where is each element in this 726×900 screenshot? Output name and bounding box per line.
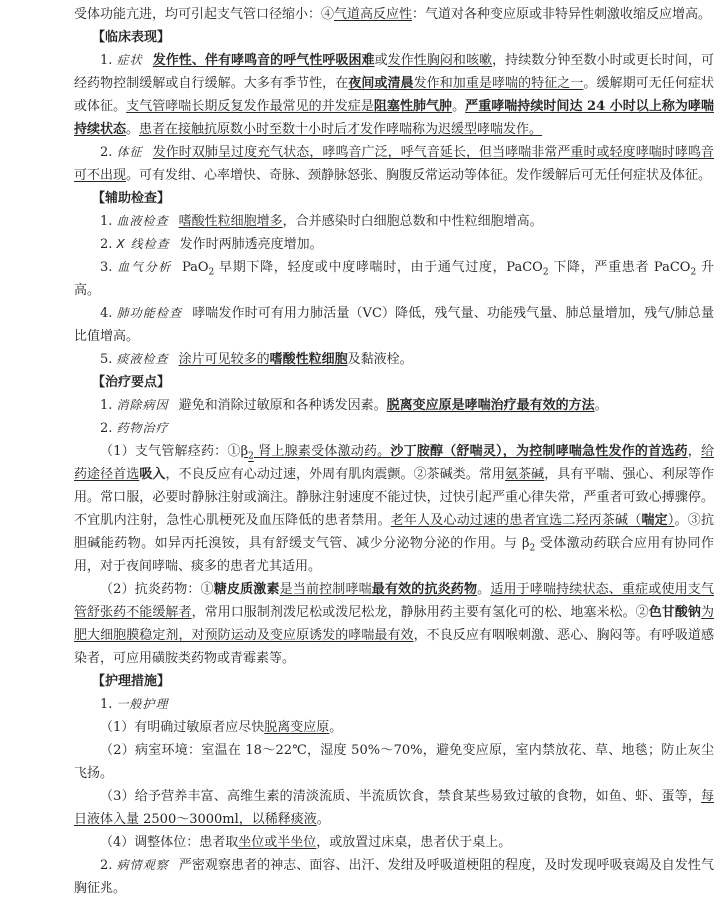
item-label: X 线检查 (116, 237, 170, 251)
item-label: 一般护理 (116, 697, 169, 711)
text: 受体功能亢进，均可引起支气管口径缩小：④ (74, 7, 335, 22)
item-number: 2. (100, 237, 113, 252)
key-term: β (240, 444, 249, 459)
text: 避免和消除过敏原和各种诱发因素。 (178, 398, 387, 413)
key-term: 严重哮喘持续时间达 24 小时以上称为哮喘持续状态 (74, 99, 714, 137)
intro-paragraph (74, 3, 714, 26)
text: 。③抗胆碱能药物。如异丙托溴铵，具有舒缓支气管、减少分泌物分泌的作用。与 β (74, 513, 714, 551)
item-label: 消除病因 (116, 398, 169, 412)
remove-cause-line (74, 394, 714, 417)
item-label: 血液检查 (116, 214, 169, 228)
item-number: 3. (100, 260, 113, 275)
text: 。 (126, 122, 140, 137)
item-label: 体征 (116, 145, 143, 159)
item-label: 药物治疗 (116, 421, 169, 435)
item-label: 病情观察 (116, 858, 169, 872)
text: 受体激动药联合应用有协同作用，对于夜间哮喘、痰多的患者尤其适用。 (74, 536, 714, 574)
key-term: 糖皮质激素 (213, 582, 280, 597)
key-term: 氨茶碱 (505, 467, 545, 482)
key-term: 阻塞性肺气肿 (373, 99, 453, 114)
key-term: 嗜酸性粒细胞增多 (178, 214, 283, 229)
text: 升高。 (74, 260, 714, 298)
sign-paragraph (74, 141, 714, 187)
text: 。 (316, 812, 330, 827)
key-term: 坐位或半坐位 (238, 835, 317, 850)
text: 发作时两肺透亮度增加。 (179, 237, 323, 252)
key-term: 涂片可见较多的 (178, 352, 270, 367)
item-number: 2. (100, 421, 113, 436)
symptom-paragraph (74, 49, 714, 141)
key-term: 发作时双肺呈过度充气状态，哮鸣音广泛，呼气音延长，但当哮喘非常严重时或轻度哮喘时哮鸣音可不出现 (74, 145, 714, 183)
blood-gas-line (74, 256, 714, 302)
item-number: 1. (100, 697, 113, 712)
drug-therapy-line (74, 417, 714, 440)
text: 大多有季节性，在 (243, 76, 349, 91)
key-term: 支气管哮喘长期反复发作最常见的并发症是 (126, 99, 374, 114)
key-term: 发作性、伴有哮鸣音的呼气性呼吸困难 (152, 53, 375, 68)
bronchodilator-paragraph (74, 440, 714, 578)
text: ，具有平喘、强心、利尿等作用。常口服，必要时静脉注射或滴注。静脉注射速度不能过快，过快引起严重心律失常，严重者可致心搏骤停。不宜肌内注射，急性心肌梗死及血压降低的患者禁用。 (74, 467, 714, 528)
key-term: 气道高反应性 (334, 7, 413, 22)
document-page (74, 3, 714, 900)
text: ，持续数分钟至数小时或更长时间，可经药物控制缓解或自行缓解。 (74, 53, 714, 91)
key-term: 发作性胸闷和咳嗽 (387, 53, 493, 68)
text: 及黏液栓。 (347, 352, 413, 367)
item-label: 痰液检查 (116, 352, 169, 366)
key-term: 老年人及心动过速的患者宜选二羟丙茶碱（ (390, 513, 642, 528)
text: ，不良反应有咽喉刺激、恶心、胸闷等。有呼吸道感染者，可应用磺胺类药物或青霉素等。 (74, 628, 714, 666)
item-number: 1. (100, 214, 113, 229)
item-number: 2. (100, 145, 113, 160)
nursing-item-3 (74, 785, 714, 831)
subscript: 2 (690, 267, 697, 278)
text: 或 (374, 53, 388, 68)
text: ，或放置过床桌，患者伏于桌上。 (316, 835, 512, 850)
section-heading-clinical: 【临床表现】 (92, 30, 171, 45)
text: （4）调整体位：患者取 (100, 835, 239, 850)
section-heading-nursing: 【护理措施】 (92, 674, 171, 689)
item-number: 2. (100, 858, 113, 873)
text: ：气道对各种变应原或非特异性刺激收缩反应增高。 (412, 7, 712, 22)
key-term: 色甘酸钠 (648, 605, 701, 620)
text: 。 (452, 99, 466, 114)
key-term: 是当前控制哮喘 (279, 582, 372, 597)
lung-function-line (74, 302, 714, 348)
text: ，不良反应有心动过速，外周有肌肉震颤。②茶碱类。常用 (165, 467, 506, 482)
item-label: 症状 (116, 53, 143, 67)
key-term: 脱离变应原 (264, 720, 330, 735)
key-term: 脱离变应原是哮喘治疗最有效的方法 (386, 398, 595, 413)
key-term: 喘定 (641, 513, 668, 528)
subscript: 2 (208, 267, 215, 278)
key-term: 吸入 (139, 467, 166, 482)
item-label: 肺功能检查 (116, 306, 183, 320)
text: ，合并感染时白细胞总数和中性粒细胞增高。 (282, 214, 543, 229)
text: 哮喘发作时可有用力肺活量（VC）降低，残气量、功能残气量、肺总量增加，残气/肺总量比值增高。 (74, 306, 714, 344)
text: ，常用口服制剂泼尼松或泼尼松龙，静脉用药主要有氢化可的松、地塞米松。② (191, 605, 649, 620)
text: 。 (477, 582, 491, 597)
key-term: 为肥大细胞膜稳定剂，对预防运动及变应原诱发的哮喘最有效 (74, 605, 714, 643)
key-term: 沙丁胺醇（舒喘灵），为控制哮喘急性发作的首选药 (390, 444, 688, 459)
text: （1）有明确过敏原者应尽快 (100, 720, 265, 735)
key-term: 发作和加重 (413, 76, 479, 91)
key-term: 适用于哮喘持续状态、重症或使用支气管舒张药不能缓解者 (74, 582, 714, 620)
text: （2）抗炎药物：① (100, 582, 214, 597)
item-number: 1. (100, 398, 113, 413)
text: 下降，严重患者 PaCO (548, 260, 691, 275)
section-heading-treatment: 【治疗要点】 (92, 375, 171, 390)
text: 。 (594, 398, 608, 413)
item-label: 血气分析 (117, 260, 172, 274)
key-term: 是哮喘的特征之一 (478, 76, 584, 91)
text: 。 (329, 720, 343, 735)
item-number: 4. (100, 306, 113, 321)
section-heading-aux: 【辅助检查】 (92, 191, 171, 206)
observation-line (74, 854, 714, 900)
text: 。缓解期可无任何症状或体征。 (74, 76, 714, 114)
anti-inflammatory-paragraph (74, 578, 714, 670)
key-term: 夜间或清晨 (348, 76, 414, 91)
text: （2）病室环境：室温在 18～22℃，湿度 50%～70%，避免变应原，室内禁放花、草、地毯；防止灰尘飞扬。 (74, 743, 714, 781)
text: （3）给予营养丰富、高维生素的清淡流质、半流质饮食，禁食某些易致过敏的食物，如鱼、虾、蛋等， (100, 789, 701, 804)
general-care-line (74, 693, 714, 716)
subscript: 2 (542, 267, 549, 278)
subscript: 2 (248, 451, 254, 462)
key-term: 每日液体入量 2500～3000ml，以稀释痰液 (74, 789, 714, 827)
key-term: 肾上腺素受体激动药。 (253, 444, 391, 459)
key-term: 最有效的抗炎药物 (371, 582, 478, 597)
subscript: 2 (529, 543, 536, 554)
item-number: 5. (100, 352, 113, 367)
blood-test-line (74, 210, 714, 233)
text: 严密观察患者的神志、面容、出汗、发绀及呼吸道梗阻的程度，及时发现呼吸衰竭及自发性气胸征兆。 (74, 858, 714, 896)
key-term: 给药途径首选 (74, 444, 714, 482)
nursing-item-2 (74, 739, 714, 785)
nursing-item-1 (74, 716, 714, 739)
text: PaO (181, 260, 209, 275)
text: （1）支气管解痉药：① (100, 444, 241, 459)
xray-line (74, 233, 714, 256)
text: 。可有发绀、心率增快、奇脉、颈静脉怒张、胸腹反常运动等体征。发作缓解后可无任何症状及体征。 (126, 168, 712, 183)
sputum-line (74, 348, 714, 371)
key-term: 嗜酸性粒细胞 (269, 352, 348, 367)
text: ， (687, 444, 701, 459)
text: 早期下降，轻度或中度哮喘时，由于通气过度，PaCO (214, 260, 543, 275)
key-term: ） (667, 513, 675, 528)
key-term: 患者在接触抗原数小时至数十小时后才发作哮喘称为迟缓型哮喘发作。 (139, 122, 543, 137)
item-number: 1. (100, 53, 113, 68)
